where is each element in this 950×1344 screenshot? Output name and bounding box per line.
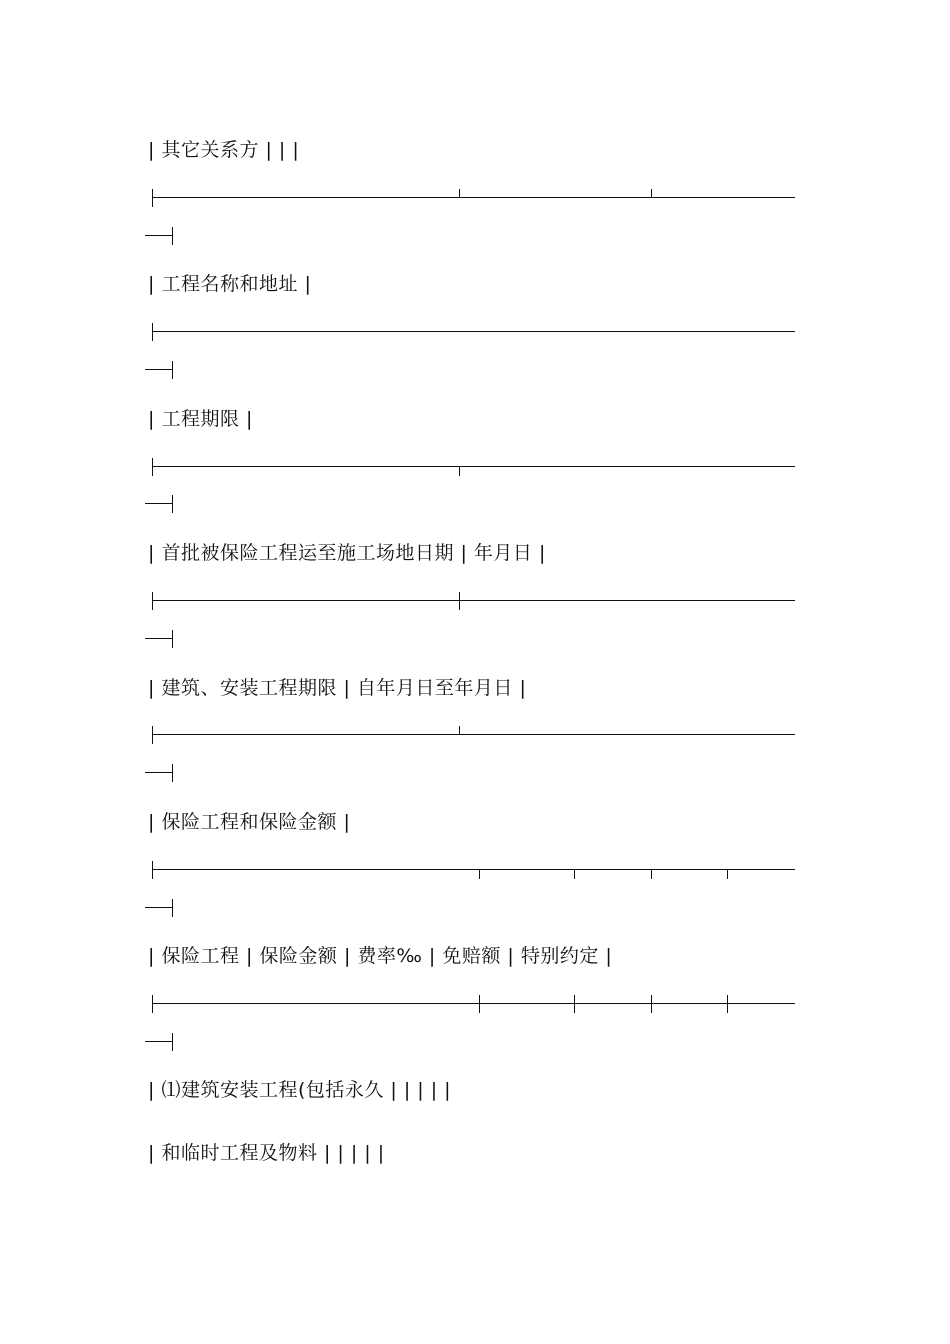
- table-border-row-4: [152, 592, 795, 610]
- table-border-end-1: [145, 227, 175, 245]
- table-row-project-period: | 工程期限 |: [148, 408, 253, 430]
- table-header-row: | 保险工程 | 保险金额 | 费率‰ | 免赔额 | 特别约定 |: [148, 945, 613, 967]
- table-border-end-4: [145, 630, 175, 648]
- table-row-first-shipment-date: | 首批被保险工程运至施工场地日期 | 年月日 |: [148, 542, 546, 564]
- table-border-end-5: [145, 764, 175, 782]
- table-row-project-name-address: | 工程名称和地址 |: [148, 273, 312, 295]
- table-border-end-2: [145, 361, 175, 379]
- table-border-row-5: [152, 726, 795, 744]
- table-border-row-6: [152, 861, 795, 879]
- table-border-end-6: [145, 899, 175, 917]
- table-border-row-3: [152, 458, 795, 476]
- table-row-item-1-line-2: | 和临时工程及物料 | | | | |: [148, 1142, 385, 1164]
- table-row-construction-period: | 建筑、安装工程期限 | 自年月日至年月日 |: [148, 677, 527, 699]
- table-border-row-2: [152, 323, 795, 341]
- table-border-row-7: [152, 995, 795, 1013]
- table-row-other-parties: | 其它关系方 | | |: [148, 139, 300, 161]
- table-border-row-1: [152, 189, 795, 207]
- table-row-insured-items-amount: | 保险工程和保险金额 |: [148, 811, 351, 833]
- table-border-end-7: [145, 1033, 175, 1051]
- table-row-item-1-line-1: | ⑴建筑安装工程(包括永久 | | | | |: [148, 1079, 452, 1101]
- table-border-end-3: [145, 495, 175, 513]
